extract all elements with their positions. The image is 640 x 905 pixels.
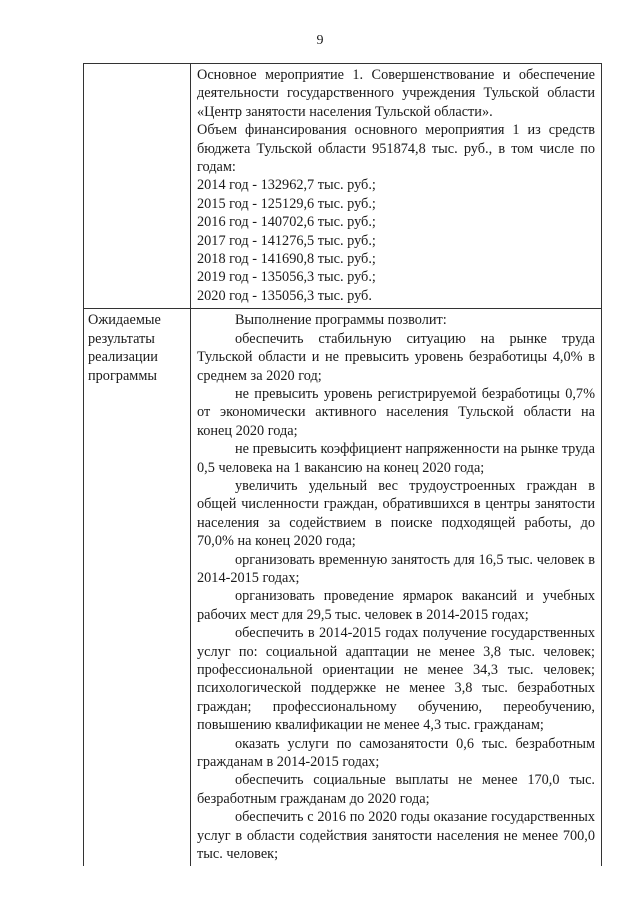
result-item: обеспечить в 2014-2015 годах получение государственных услуг по: социальной адаптации не менее 3,8 тыс. человек; профессиональной ориентации не менее 34,3 тыс. человек; психологической поддержке не менее 3,8 тыс. безработных граждан; профессиональному обучению, переобучению, повышению квалификации не менее 4,3 тыс. гражданам; (197, 625, 595, 734)
result-item: не превысить уровень регистрируемой безработицы 0,7% от экономически активного населения Тульской области на конец 2020 года; (197, 385, 595, 439)
year-funding-2016: 2016 год - 140702,6 тыс. руб.; (197, 214, 376, 231)
result-item: обеспечить стабильную ситуацию на рынке труда Тульской области и не превысить уровень безработицы 4,0% в среднем за 2020 год; (197, 330, 595, 384)
page-number: 9 (316, 33, 324, 48)
expected-results-label: Ожидаемые результаты реализации программы (84, 309, 191, 866)
table-row-main-activity (84, 64, 602, 309)
result-item: не превысить коэффициент напряженности на рынке труда 0,5 человека на 1 вакансию на конец 2020 года; (197, 441, 595, 476)
year-funding-2018: 2018 год - 141690,8 тыс. руб.; (197, 251, 376, 268)
result-item: организовать проведение ярмарок вакансий и учебных рабочих мест для 29,5 тыс. человек в 2014-2015 годах; (197, 588, 595, 623)
result-item: увеличить удельный вес трудоустроенных граждан в общей численности граждан, обратившихся в центры занятости населения за содействием в поиске подходящей работы, до 70,0% на конец 2020 года; (197, 477, 595, 550)
main-activity-cell (191, 64, 602, 308)
funding-paragraph: Объем финансирования основного мероприятия 1 из средств бюджета Тульской области 951874,8 тыс. руб., в том числе по годам: (197, 122, 595, 176)
result-item: обеспечить с 2016 по 2020 годы оказание государственных услуг в области содействия занятости населения не менее 700,0 тыс. человек; (197, 809, 595, 863)
result-item: оказать услуги по самозанятости 0,6 тыс. безработным гражданам в 2014-2015 годах; (197, 735, 595, 771)
year-funding-2019: 2019 год - 135056,3 тыс. руб.; (197, 269, 376, 286)
expected-results-intro: Выполнение программы позволит: (235, 312, 447, 329)
result-item: обеспечить социальные выплаты не менее 170,0 тыс. безработным гражданам до 2020 года; (197, 772, 595, 807)
row-label-empty (84, 64, 191, 308)
expected-results-cell (191, 309, 602, 866)
year-funding-2020: 2020 год - 135056,3 тыс. руб. (197, 287, 372, 304)
table-row-expected-results (84, 309, 602, 866)
program-passport-table (83, 63, 602, 866)
main-activity-title: Основное мероприятие 1. Совершенствование и обеспечение деятельности государственного учреждения Тульской области «Центр занятости населения Тульской области». (197, 67, 595, 120)
result-item: организовать временную занятость для 16,5 тыс. человек в 2014-2015 годах; (197, 551, 595, 586)
year-funding-2017: 2017 год - 141276,5 тыс. руб.; (197, 232, 376, 249)
year-funding-2015: 2015 год - 125129,6 тыс. руб.; (197, 195, 376, 212)
year-funding-2014: 2014 год - 132962,7 тыс. руб.; (197, 177, 376, 194)
